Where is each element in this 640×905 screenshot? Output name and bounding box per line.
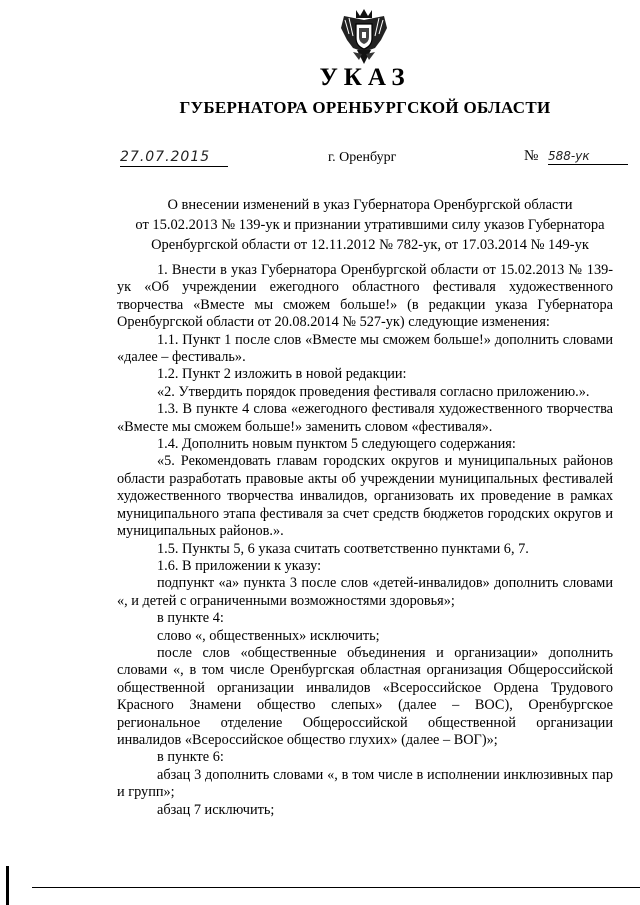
- decree-number: 588-ук: [548, 149, 628, 165]
- paragraph: подпункт «а» пункта 3 после слов «детей-инвалидов» дополнить словами «, и детей с ограниченными возможностями здоровья»;: [117, 575, 613, 609]
- decree-city: г. Оренбург: [328, 150, 397, 165]
- paragraph: 1.1. Пункт 1 после слов «Вместе мы сможем больше!» дополнить словами «далее – фестиваль».: [117, 331, 613, 366]
- paragraph: 1.2. Пункт 2 изложить в новой редакции:: [157, 366, 407, 383]
- decree-date: 27.07.2015: [120, 149, 228, 167]
- paragraph: 1.4. Дополнить новым пунктом 5 следующего содержания:: [157, 436, 516, 453]
- document-title: УКАЗ: [319, 64, 411, 91]
- paragraph: 1.6. В приложении к указу:: [157, 557, 322, 574]
- coat-of-arms-icon: [339, 8, 389, 66]
- decree-heading: [110, 195, 630, 255]
- heading-line: от 15.02.2013 № 139-ук и признании утратившими силу указов Губернатора: [135, 217, 605, 233]
- bottom-rule: [32, 887, 640, 888]
- paragraph: «2. Утвердить порядок проведения фестиваля согласно приложению.».: [157, 383, 590, 400]
- paragraph: 1.3. В пункте 4 слова «ежегодного фестиваля художественного творчества «Вместе мы сможем больше!» заменить словом «фестиваля».: [117, 401, 613, 435]
- paragraph: в пункте 6:: [157, 749, 224, 766]
- heading-line: О внесении изменений в указ Губернатора Оренбургской области: [167, 197, 573, 213]
- decree-body: [117, 262, 613, 819]
- decree-number-label: №: [524, 148, 539, 164]
- paragraph: 1.5. Пункты 5, 6 указа считать соответственно пунктами 6, 7.: [157, 540, 529, 557]
- paragraph: абзац 3 дополнить словами «, в том числе в исполнении инклюзивных пар и групп»;: [117, 766, 613, 801]
- paragraph: после слов «общественные объединения и организации» дополнить словами «, в том числе Оренбургская областная организация Общероссийской общественной организации инвалидов «Всероссийское Ордена Трудового Красного Знамени общество слепых» (далее – ВОС), Оренбургское региональное отделение Общероссийской общественной организации инвалидов «Всероссийское общество глухих» (далее – ВОГ)»;: [117, 644, 613, 748]
- margin-mark: [6, 866, 9, 905]
- heading-line: Оренбургской области от 12.11.2012 № 782-ук, от 17.03.2014 № 149-ук: [151, 237, 589, 253]
- document-subtitle: ГУБЕРНАТОРА ОРЕНБУРГСКОЙ ОБЛАСТИ: [179, 98, 551, 117]
- paragraph: абзац 7 исключить;: [157, 801, 275, 818]
- paragraph: слово «, общественных» исключить;: [157, 627, 380, 644]
- paragraph: 1. Внести в указ Губернатора Оренбургской области от 15.02.2013 № 139-ук «Об учреждении ежегодного областного фестиваля художественного творчества «Вместе мы сможем больше!» (в редакции указа Губернатора Оренбургской области от 20.08.2014 № 527-ук) следующие изменения:: [117, 262, 613, 331]
- paragraph: в пункте 4:: [157, 610, 224, 627]
- paragraph: «5. Рекомендовать главам городских округов и муниципальных районов области разработать правовые акты об учреждении муниципальных фестивалей художественного творчества инвалидов, организовать их проведение в рамках муниципального этапа фестиваля за счет средств бюджетов городских округов и муниципальных районов.».: [117, 453, 613, 540]
